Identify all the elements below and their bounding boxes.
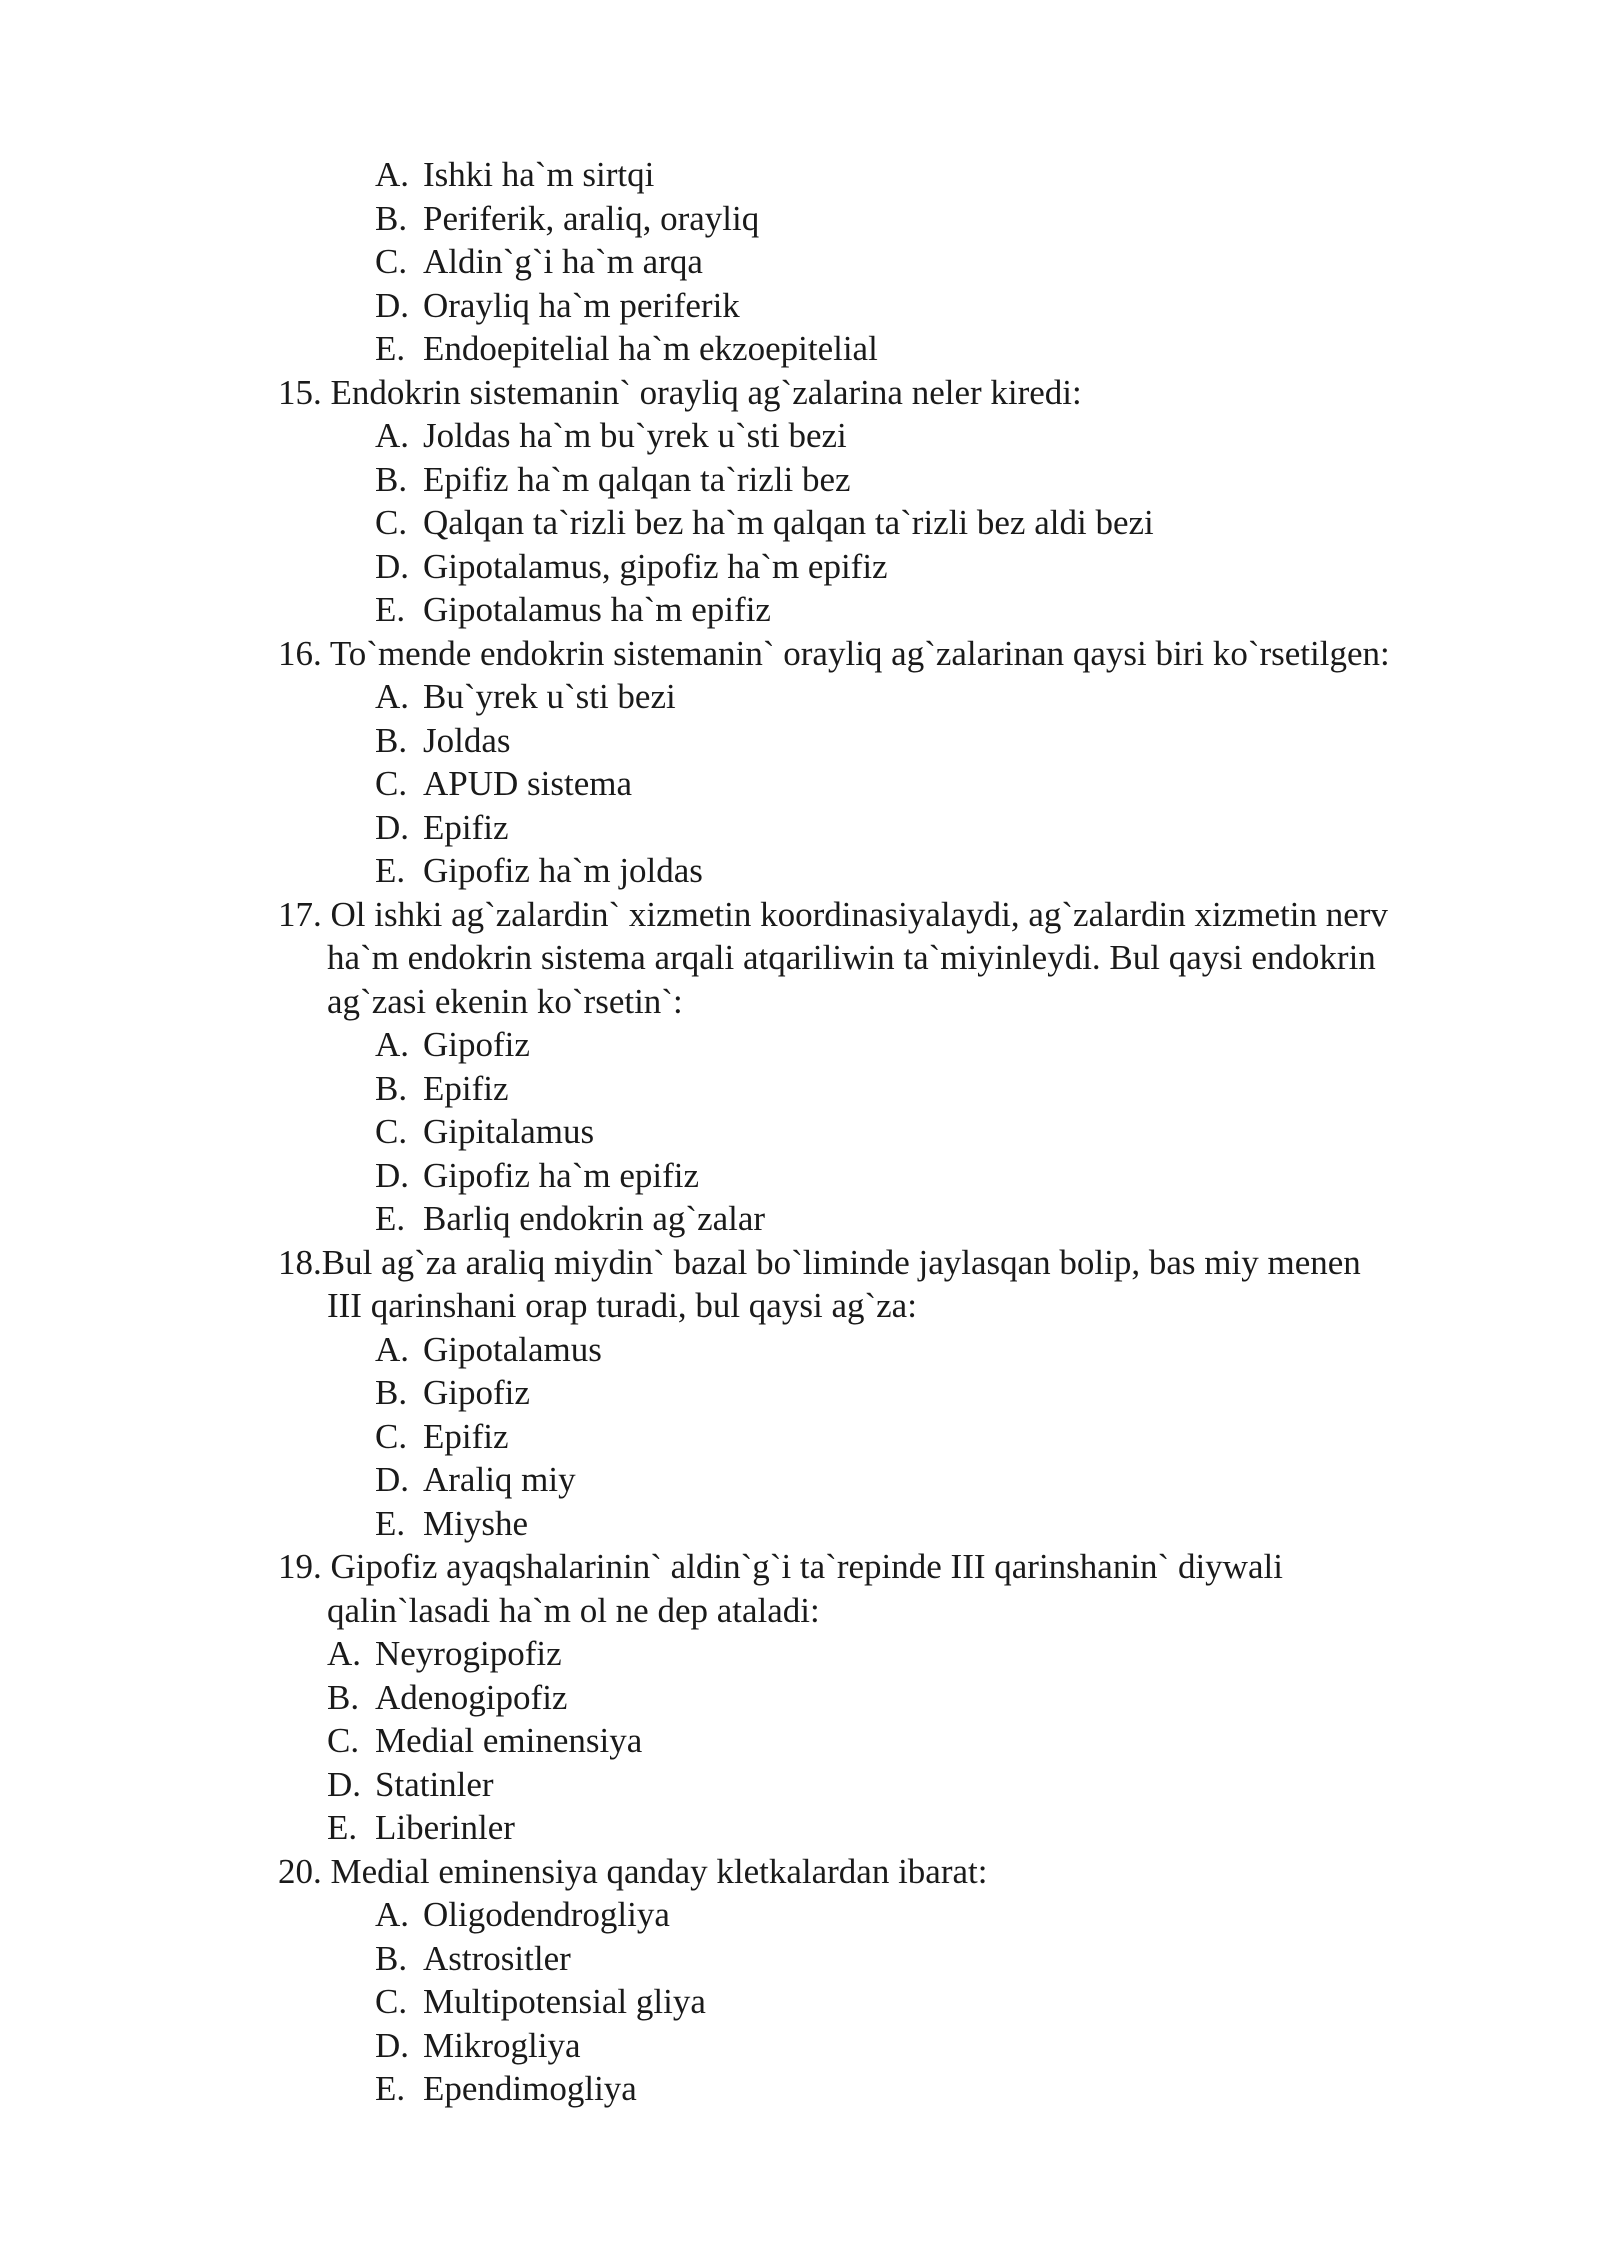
answer-option (0, 1023, 1600, 1067)
option-text: Neyrogipofiz (375, 1634, 562, 1673)
option-letter: E. (375, 851, 406, 890)
answer-option (0, 153, 1600, 197)
option-text: Joldas ha`m bu`yrek u`sti bezi (423, 416, 847, 455)
option-text: Barliq endokrin ag`zalar (423, 1199, 766, 1238)
question-text: qalin`lasadi ha`m ol ne dep ataladi: (327, 1590, 820, 1630)
option-text: Miyshe (423, 1503, 528, 1543)
option-text: Gipofiz ha`m epifiz (423, 1155, 700, 1195)
option-text: Epifiz ha`m qalqan ta`rizli bez (423, 459, 851, 499)
answer-option (0, 545, 1600, 589)
question-line-continued (0, 936, 1600, 980)
option-letter: B. (327, 1677, 360, 1717)
answer-option (0, 849, 1600, 893)
answer-option (0, 1806, 1600, 1850)
option-text: Gipofiz ha`m joldas (423, 851, 703, 890)
option-letter: E. (375, 1503, 406, 1543)
question-text: III qarinshani orap turadi, bul qaysi ag`za: (327, 1286, 917, 1325)
option-letter: B. (375, 1373, 408, 1412)
option-letter: E. (375, 590, 406, 629)
option-letter: E. (375, 329, 406, 368)
option-text: Joldas (423, 720, 511, 760)
answer-option (0, 1980, 1600, 2024)
option-text: Epifiz (423, 1068, 509, 1108)
option-text: Gipotalamus, gipofiz ha`m epifiz (423, 546, 888, 586)
option-text: Ishki ha`m sirtqi (423, 155, 655, 194)
question-text: 20. Medial eminensiya qanday kletkalardan ibarat: (278, 1851, 988, 1891)
option-text: Gipofiz (423, 1373, 530, 1412)
question-text: 15. Endokrin sistemanin` orayliq ag`zalarina neler kiredi: (278, 372, 1082, 412)
answer-option (0, 588, 1600, 632)
option-text: Orayliq ha`m periferik (423, 285, 740, 325)
option-letter: C. (375, 764, 408, 803)
answer-option (0, 1197, 1600, 1241)
question-text: 16. To`mende endokrin sistemanin` orayliq ag`zalarinan qaysi biri ko`rsetilgen: (278, 633, 1390, 673)
option-text: Endoepitelial ha`m ekzoepitelial (423, 329, 878, 368)
answer-option (0, 1719, 1600, 1763)
option-letter: B. (375, 1068, 408, 1108)
option-text: Adenogipofiz (375, 1677, 568, 1717)
answer-option (0, 1371, 1600, 1415)
option-text: Gipitalamus (423, 1112, 595, 1151)
option-text: Gipotalamus (423, 1329, 602, 1369)
answer-option (0, 240, 1600, 284)
question-line-continued (0, 980, 1600, 1024)
answer-option (0, 1110, 1600, 1154)
option-letter: C. (375, 1416, 408, 1456)
question-text: 19. Gipofiz ayaqshalarinin` aldin`g`i ta`repinde III qarinshanin` diywali (278, 1547, 1283, 1586)
option-text: Medial eminensiya (375, 1721, 643, 1760)
option-text: Astrositler (423, 1938, 571, 1978)
answer-option (0, 1067, 1600, 1111)
answer-option (0, 197, 1600, 241)
option-letter: B. (375, 1938, 408, 1978)
question-text: 17. Ol ishki ag`zalardin` xizmetin koordinasiyalaydi, ag`zalardin xizmetin nerv (278, 894, 1388, 934)
option-letter: C. (327, 1721, 360, 1760)
option-letter: D. (375, 1460, 410, 1499)
answer-option (0, 675, 1600, 719)
option-text: Multipotensial gliya (423, 1982, 706, 2021)
answer-option (0, 2024, 1600, 2068)
option-text: Statinler (375, 1764, 494, 1804)
option-letter: B. (375, 198, 408, 238)
answer-option (0, 1937, 1600, 1981)
option-letter: C. (375, 242, 408, 281)
question-line-continued (0, 1284, 1600, 1328)
option-letter: D. (375, 807, 410, 847)
option-text: Periferik, araliq, orayliq (423, 198, 760, 238)
answer-option (0, 501, 1600, 545)
option-text: Gipotalamus ha`m epifiz (423, 590, 771, 629)
answer-option (0, 1893, 1600, 1937)
question-line (0, 893, 1600, 937)
answer-option (0, 1154, 1600, 1198)
answer-option (0, 1676, 1600, 1720)
document-page (0, 153, 1600, 2111)
question-line (0, 371, 1600, 415)
option-letter: C. (375, 1982, 408, 2021)
answer-option (0, 1763, 1600, 1807)
answer-option (0, 414, 1600, 458)
answer-option (0, 806, 1600, 850)
answer-option (0, 719, 1600, 763)
question-text: 18.Bul ag`za araliq miydin` bazal bo`liminde jaylasqan bolip, bas miy menen (278, 1242, 1361, 1282)
question-line-continued (0, 1589, 1600, 1633)
option-text: APUD sistema (423, 764, 633, 803)
option-text: Ependimogliya (423, 2069, 637, 2108)
question-text: ha`m endokrin sistema arqali atqariliwin ta`miyinleydi. Bul qaysi endokrin (327, 938, 1376, 977)
option-letter: A. (375, 677, 410, 716)
answer-option (0, 1502, 1600, 1546)
option-letter: D. (375, 285, 410, 325)
answer-option (0, 458, 1600, 502)
option-letter: A. (327, 1634, 362, 1673)
option-letter: B. (375, 720, 408, 760)
option-letter: A. (375, 1025, 410, 1064)
answer-option (0, 1632, 1600, 1676)
question-text: ag`zasi ekenin ko`rsetin`: (327, 981, 683, 1021)
option-letter: D. (375, 2025, 410, 2065)
option-letter: C. (375, 1112, 408, 1151)
option-text: Oligodendrogliya (423, 1895, 670, 1934)
option-text: Mikrogliya (423, 2025, 581, 2065)
option-letter: B. (375, 459, 408, 499)
option-text: Gipofiz (423, 1025, 530, 1064)
answer-option (0, 327, 1600, 371)
answer-option (0, 762, 1600, 806)
question-line (0, 1545, 1600, 1589)
answer-option (0, 1328, 1600, 1372)
option-letter: A. (375, 1895, 410, 1934)
option-letter: A. (375, 1329, 410, 1369)
option-letter: E. (327, 1808, 358, 1847)
option-letter: A. (375, 155, 410, 194)
option-text: Epifiz (423, 1416, 509, 1456)
option-letter: D. (375, 1155, 410, 1195)
question-line (0, 632, 1600, 676)
question-line (0, 1241, 1600, 1285)
option-letter: C. (375, 503, 408, 542)
option-text: Bu`yrek u`sti bezi (423, 677, 676, 716)
option-text: Aldin`g`i ha`m arqa (423, 242, 703, 281)
answer-option (0, 2067, 1600, 2111)
option-text: Epifiz (423, 807, 509, 847)
answer-option (0, 1458, 1600, 1502)
option-letter: E. (375, 1199, 406, 1238)
option-text: Araliq miy (423, 1460, 576, 1499)
option-text: Qalqan ta`rizli bez ha`m qalqan ta`rizli bez aldi bezi (423, 503, 1154, 542)
question-line (0, 1850, 1600, 1894)
option-letter: D. (327, 1764, 362, 1804)
answer-option (0, 284, 1600, 328)
option-text: Liberinler (375, 1808, 515, 1847)
option-letter: E. (375, 2069, 406, 2108)
option-letter: A. (375, 416, 410, 455)
answer-option (0, 1415, 1600, 1459)
option-letter: D. (375, 546, 410, 586)
